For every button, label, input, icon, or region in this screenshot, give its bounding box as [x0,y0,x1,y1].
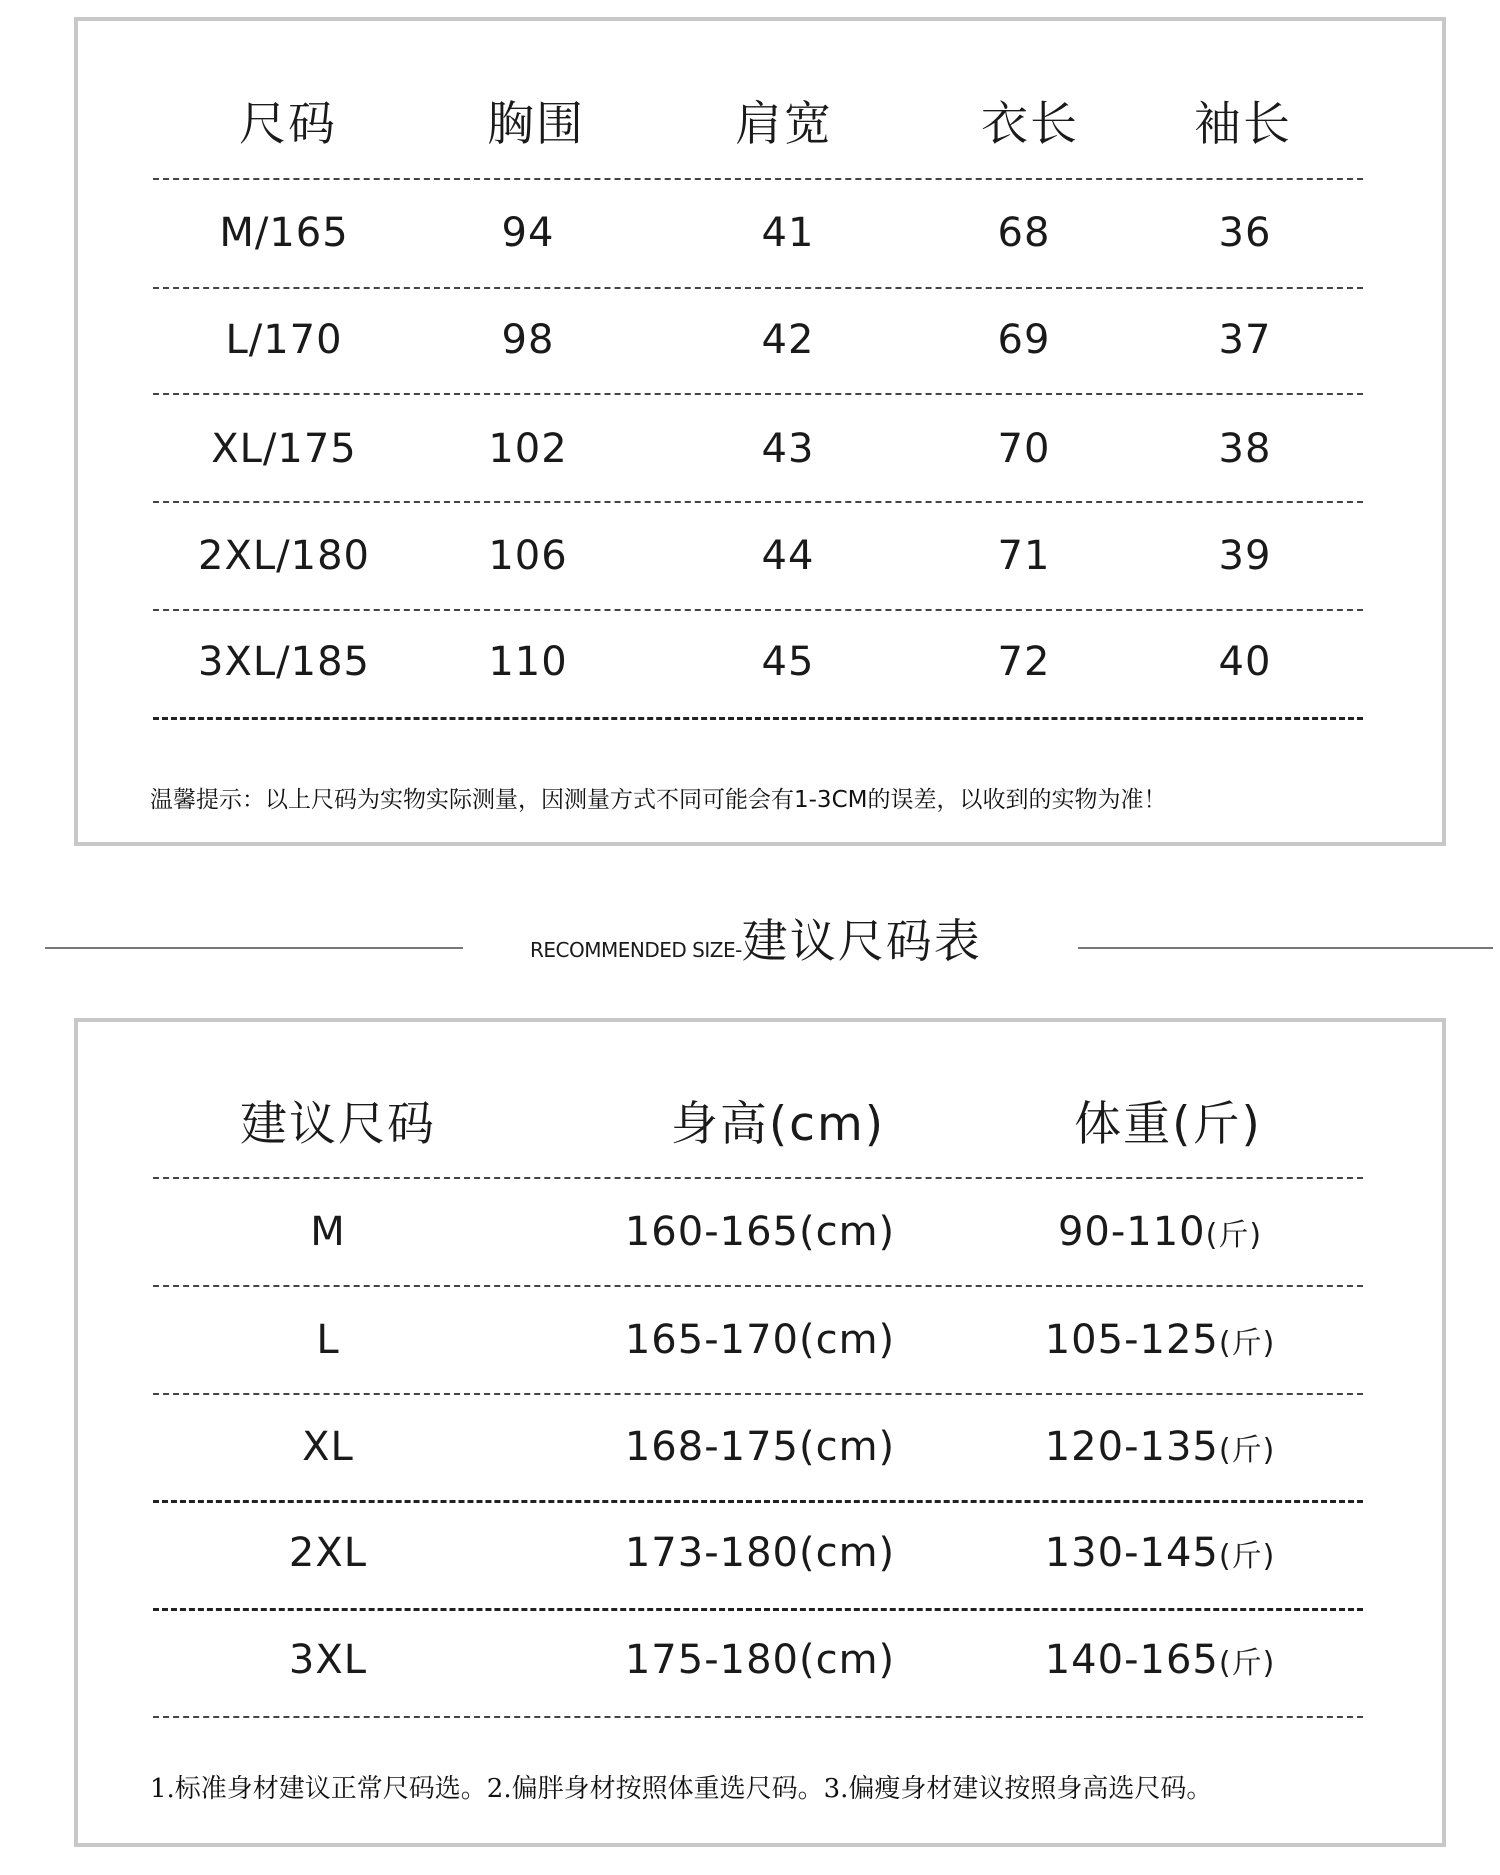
cell-height: 165-170(cm) [624,1317,896,1363]
title-rule-right [1078,947,1493,949]
divider [153,1393,1363,1395]
divider [153,1177,1363,1179]
cell-size: 2XL [288,1530,368,1576]
cell-height: 173-180(cm) [624,1530,896,1576]
weight-unit: (斤) [1218,1326,1276,1361]
cell-weight [1045,1530,1276,1576]
cell-sleeve: 38 [1218,426,1272,472]
cell-length: 70 [997,426,1051,472]
cell-length: 72 [997,639,1051,685]
cell-chest: 106 [488,533,568,579]
cell-shoulder: 43 [761,426,815,472]
divider [153,717,1363,720]
weight-unit: (斤) [1218,1433,1276,1468]
section-title-english: RECOMMENDED SIZE- [530,938,742,962]
cell-chest: 102 [488,426,568,472]
divider [153,1716,1363,1718]
cell-chest: 110 [488,639,568,685]
cell-shoulder: 41 [761,210,815,256]
weight-value: 130-145 [1044,1530,1219,1576]
header-weight: 体重(斤) [1074,1097,1262,1152]
cell-size: 3XL [288,1637,368,1683]
header-chest: 胸围 [487,97,585,152]
cell-weight [1045,1637,1276,1683]
cell-sleeve: 39 [1218,533,1272,579]
cell-height: 160-165(cm) [624,1209,896,1255]
recommend-chart-panel [74,1018,1446,1847]
divider [153,1285,1363,1287]
section-title-chinese: 建议尺码表 [741,914,982,968]
cell-size: L/170 [225,317,343,363]
cell-size: 2XL/180 [198,533,370,579]
cell-length: 69 [997,317,1051,363]
section-title-text [530,905,982,971]
cell-height: 175-180(cm) [624,1637,896,1683]
cell-chest: 94 [501,210,555,256]
cell-sleeve: 40 [1218,639,1272,685]
cell-sleeve: 36 [1218,210,1272,256]
cell-weight [1045,1424,1276,1470]
divider [153,1500,1363,1503]
header-shoulder: 肩宽 [735,97,833,152]
cell-height: 168-175(cm) [624,1424,896,1470]
cell-size: L [316,1317,340,1363]
cell-length: 68 [997,210,1051,256]
cell-shoulder: 44 [761,533,815,579]
weight-unit: (斤) [1218,1539,1276,1574]
weight-value: 120-135 [1044,1424,1219,1470]
cell-size: XL/175 [211,426,357,472]
divider [153,287,1363,289]
cell-shoulder: 42 [761,317,815,363]
header-length: 衣长 [981,97,1079,152]
header-height: 身高(cm) [670,1097,886,1152]
cell-size: M/165 [219,210,349,256]
section-title [0,905,1500,985]
size-chart-note: 温馨提示：以上尺码为实物实际测量，因测量方式不同可能会有1-3CM的误差，以收到的实物为准！ [150,787,1167,813]
cell-sleeve: 37 [1218,317,1272,363]
cell-chest: 98 [501,317,555,363]
cell-weight [1058,1209,1262,1255]
cell-length: 71 [997,533,1051,579]
weight-value: 105-125 [1044,1317,1219,1363]
cell-size: XL [302,1424,354,1470]
weight-unit: (斤) [1205,1218,1263,1253]
divider [153,609,1363,611]
cell-size: 3XL/185 [198,639,370,685]
weight-unit: (斤) [1218,1646,1276,1681]
title-rule-left [45,947,463,949]
header-recommended-size: 建议尺码 [240,1097,436,1152]
divider [153,501,1363,503]
cell-weight [1045,1317,1276,1363]
size-chart-panel [74,17,1446,846]
divider [153,178,1363,180]
divider [153,393,1363,395]
header-size: 尺码 [239,97,337,152]
recommend-chart-note: 1.标准身材建议正常尺码选。2.偏胖身材按照体重选尺码。3.偏瘦身材建议按照身高选尺码。 [150,1774,1213,1804]
cell-size: M [310,1209,346,1255]
weight-value: 90-110 [1057,1209,1206,1255]
header-sleeve: 袖长 [1194,97,1292,152]
weight-value: 140-165 [1044,1637,1219,1683]
cell-shoulder: 45 [761,639,815,685]
divider [153,1608,1363,1611]
